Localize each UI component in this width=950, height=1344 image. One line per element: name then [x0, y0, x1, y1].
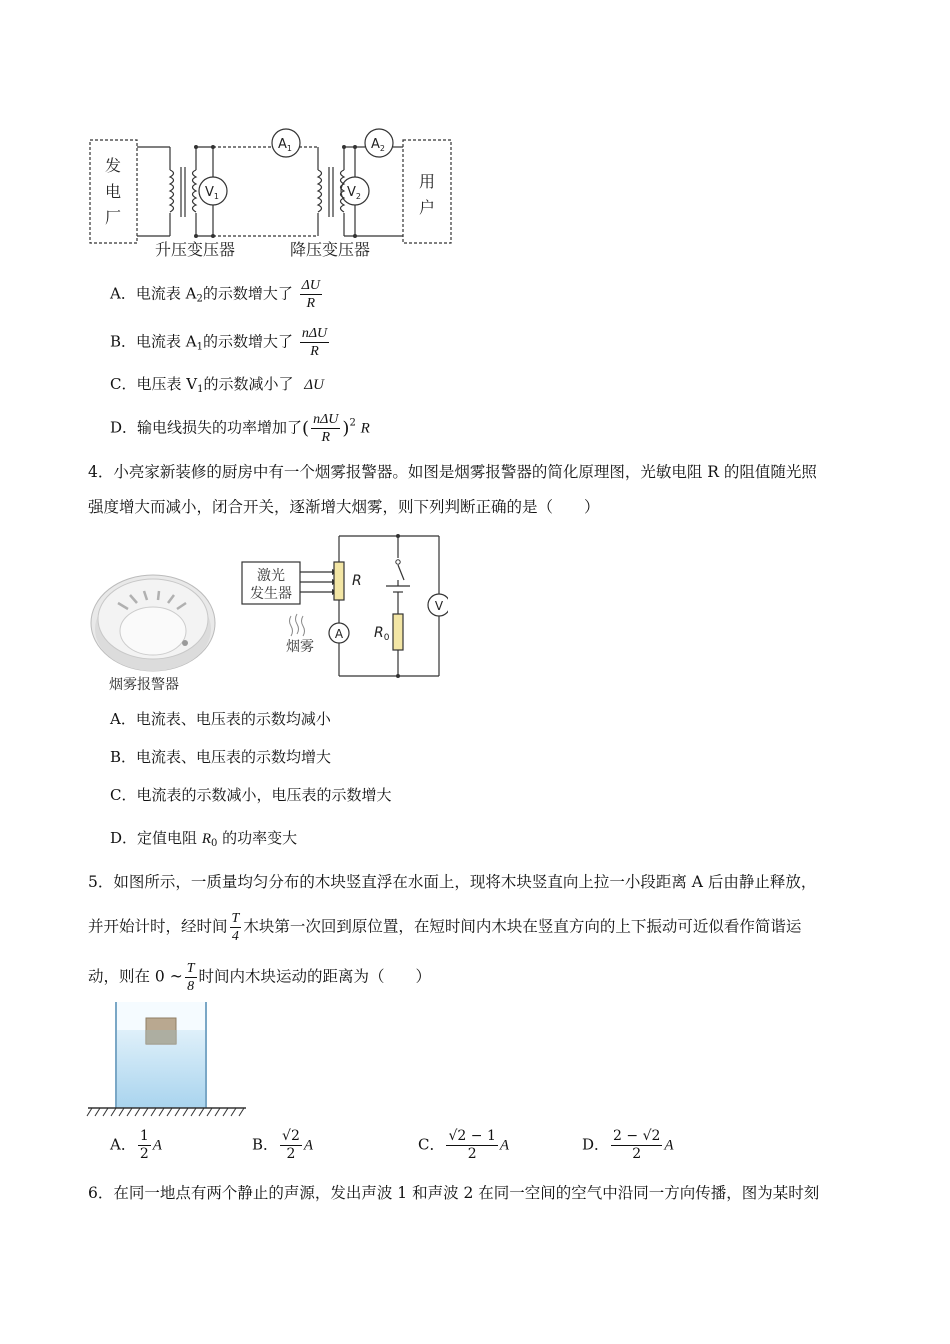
q4-option-b: B．电流表、电压表的示数均增大	[110, 748, 332, 766]
q5-stem-line-3: 动，则在 0 ~ $\frac{T}{8}$ 时间内木块运动的距离为（ ）	[88, 961, 432, 994]
a2-meter-label: $A_2$	[371, 137, 385, 153]
laser-label-line-1: 激光	[257, 568, 285, 584]
laser-label-line-2: 发生器	[250, 586, 292, 602]
q3-option-b: B．电流表 $A_1$的示数增大了 $\frac{\text{nΔU}}{R}$	[110, 326, 328, 359]
v2-meter-label: $V_2$	[347, 185, 361, 201]
q5-stem-line-2: 并开始计时，经时间 $\frac{T}{4}$ 木块第一次回到原位置，在短时间内木块在竖直方向的上下振动可近似看作简谐运	[88, 911, 802, 944]
smoke-label: 烟雾	[286, 639, 314, 655]
q5-option-b: B． $\frac{√2}{2}$ A	[252, 1128, 314, 1162]
voltmeter-label: V	[434, 599, 444, 613]
fixed-resistor-label: $R_0$	[374, 625, 390, 643]
q3-option-d: D．输电线损失的功率增加了( $\frac{\text{nΔU}}{R}$ )$^2$ R	[110, 412, 370, 445]
q4-stem-line-2: 强度增大而减小，闭合开关，逐渐增大烟雾，则下列判断正确的是（ ）	[88, 498, 600, 516]
plant-char-3: 厂	[104, 208, 122, 227]
step-down-label: 降压变压器	[289, 240, 371, 259]
q6-stem-line-1: 6．在同一地点有两个静止的声源，发出声波 1 和声波 2 在同一空间的空气中沿同一方向传播，图为某时刻	[88, 1184, 820, 1202]
user-char-1: 用	[418, 172, 436, 191]
transformer-circuit-figure	[85, 125, 465, 260]
q3-option-c: C．电压表 $V_1$的示数减小了 ΔU	[110, 375, 324, 395]
photoresistor-label: R	[352, 573, 362, 589]
smoke-alarm-caption: 烟雾报警器	[109, 677, 179, 693]
q4-stem-line-1: 4．小亮家新装修的厨房中有一个烟雾报警器。如图是烟雾报警器的简化原理图，光敏电阻 R 的阻值随光照	[88, 463, 817, 481]
q4-option-c: C．电流表的示数减小，电压表的示数增大	[110, 786, 392, 804]
q5-option-d: D． $\frac{2 - √2}{2}$ A	[582, 1128, 674, 1162]
q4-option-a: A．电流表、电压表的示数均减小	[110, 710, 331, 728]
smoke-alarm-circuit	[238, 530, 448, 680]
smoke-alarm-illustration	[88, 555, 223, 695]
floating-block-figure	[86, 998, 248, 1118]
q5-stem-line-1: 5．如图所示，一质量均匀分布的木块竖直浮在水面上，现将木块竖直向上拉一小段距离 A 后由静止释放，	[88, 873, 817, 891]
ammeter-label: A	[334, 627, 344, 641]
q5-option-c: C． $\frac{√2 - 1}{2}$ A	[418, 1128, 510, 1162]
q4-option-d: D．定值电阻 $R_0$ 的功率变大	[110, 829, 298, 849]
a1-meter-label: $A_1$	[278, 137, 292, 153]
step-up-label: 升压变压器	[154, 240, 236, 259]
v1-meter-label: $V_1$	[205, 185, 219, 201]
q5-option-a: A． $\frac{1}{2}$ A	[110, 1128, 162, 1162]
user-char-2: 户	[418, 198, 436, 217]
plant-char-2: 电	[104, 182, 122, 201]
q3-option-a: A．电流表 $A_2$的示数增大了 $\frac{\Delta U}{R}$	[110, 278, 320, 311]
plant-char-1: 发	[104, 156, 122, 175]
